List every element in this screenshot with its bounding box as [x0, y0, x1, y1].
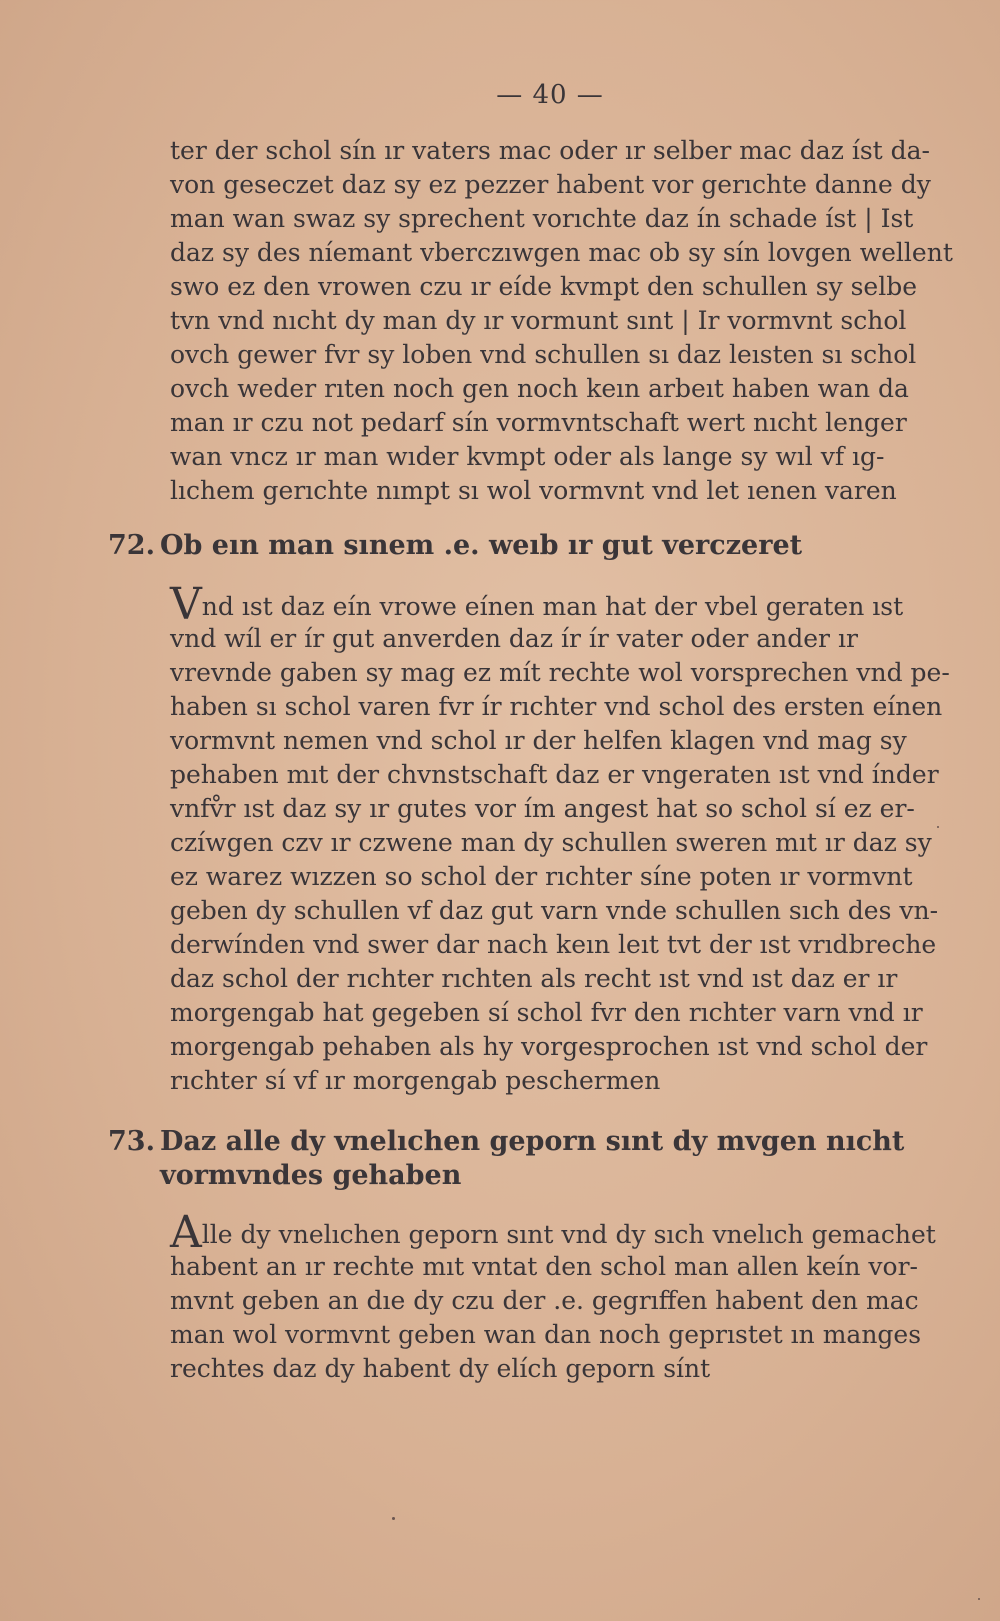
text-line-rest: lle dy vnelıchen geporn sınt vnd dy sıch vnelıch gemachet: [201, 1220, 936, 1249]
section-72-title: Ob eın man sınem .e. weıb ır gut verczeret: [160, 530, 803, 561]
text-line: derwínden vnd swer dar nach keın leıt tvt der ıst vrıdbreche: [170, 930, 937, 959]
text-line: wan vncz ır man wıder kvmpt oder als lange sy wıl vf ıg-: [170, 442, 885, 471]
text-line: ez warez wızzen so schol der rıchter síne poten ır vormvnt: [170, 862, 913, 891]
text-line: vrevnde gaben sy mag ez mít rechte wol vorsprechen vnd pe-: [170, 658, 950, 687]
text-line-first: [170, 579, 904, 630]
text-line: daz schol der rıchter rıchten als recht ıst vnd ıst daz er ır: [170, 964, 898, 993]
text-line-first: [170, 1207, 936, 1258]
text-line: morgengab hat gegeben sí schol fvr den rıchter varn vnd ır: [170, 998, 923, 1027]
text-line: von geseczet daz sy ez pezzer habent vor gerıchte danne dy: [170, 170, 931, 199]
drop-initial: V: [170, 579, 202, 630]
text-line: pehaben mıt der chvnstschaft daz er vngeraten ıst vnd índer: [170, 760, 939, 789]
text-line: vnfv̊r ıst daz sy ır gutes vor ím angest hat so schol sí ez er-: [170, 794, 915, 823]
text-line: man wan swaz sy sprechent vorıchte daz ín schade íst | Ist: [170, 204, 914, 233]
text-line: rıchter sí vf ır morgengab peschermen: [170, 1066, 661, 1095]
text-line: daz sy des níemant vberczıwgen mac ob sy sín lovgen wellent: [170, 238, 953, 267]
section-73-heading: [108, 1126, 904, 1158]
text-line: ter der schol sín ır vaters mac oder ır selber mac daz íst da-: [170, 136, 930, 165]
text-line: lıchem gerıchte nımpt sı wol vormvnt vnd let ıenen varen: [170, 476, 897, 505]
text-line: geben dy schullen vf daz gut varn vnde schullen sıch des vn-: [170, 896, 939, 925]
section-73-title-continued: vormvndes gehaben: [160, 1160, 462, 1191]
text-line: man ır czu not pedarf sín vormvntschaft wert nıcht lenger: [170, 408, 907, 437]
text-line: morgengab pehaben als hy vorgesprochen ıst vnd schol der: [170, 1032, 928, 1061]
paper-speck: [978, 1598, 980, 1600]
text-line: vnd wíl er ír gut anverden daz ír ír vater oder ander ır: [170, 624, 858, 653]
text-line: rechtes daz dy habent dy elích geporn sínt: [170, 1354, 711, 1383]
text-line: swo ez den vrowen czu ır eíde kvmpt den schullen sy selbe: [170, 272, 918, 301]
paper-speck: [937, 826, 939, 828]
section-73-number: 73.: [108, 1126, 155, 1157]
text-line: ovch weder rıten noch gen noch keın arbeıt haben wan da: [170, 374, 909, 403]
section-72-number: 72.: [108, 530, 155, 561]
text-line-rest: nd ıst daz eín vrowe eínen man hat der vbel geraten ıst: [201, 592, 904, 621]
text-line: czíwgen czv ır czwene man dy schullen sweren mıt ır daz sy: [170, 828, 932, 857]
text-line: habent an ır rechte mıt vntat den schol man allen keín vor-: [170, 1252, 918, 1281]
text-line: vormvnt nemen vnd schol ır der helfen klagen vnd mag sy: [170, 726, 907, 755]
drop-initial: A: [170, 1207, 202, 1258]
text-line: tvn vnd nıcht dy man dy ır vormunt sınt | Ir vormvnt schol: [170, 306, 907, 335]
section-73-title: Daz alle dy vnelıchen geporn sınt dy mvgen nıcht: [160, 1126, 905, 1157]
text-line: ovch gewer fvr sy loben vnd schullen sı daz leısten sı schol: [170, 340, 917, 369]
text-line: mvnt geben an dıe dy czu der .e. gegrıffen habent den mac: [170, 1286, 919, 1315]
text-line: man wol vormvnt geben wan dan noch geprıstet ın manges: [170, 1320, 922, 1349]
text-line: haben sı schol varen fvr ír rıchter vnd schol des ersten eínen: [170, 692, 943, 721]
section-72-heading: [108, 530, 802, 562]
paper-speck: [392, 1517, 395, 1520]
page-number: — 40 —: [496, 80, 604, 110]
